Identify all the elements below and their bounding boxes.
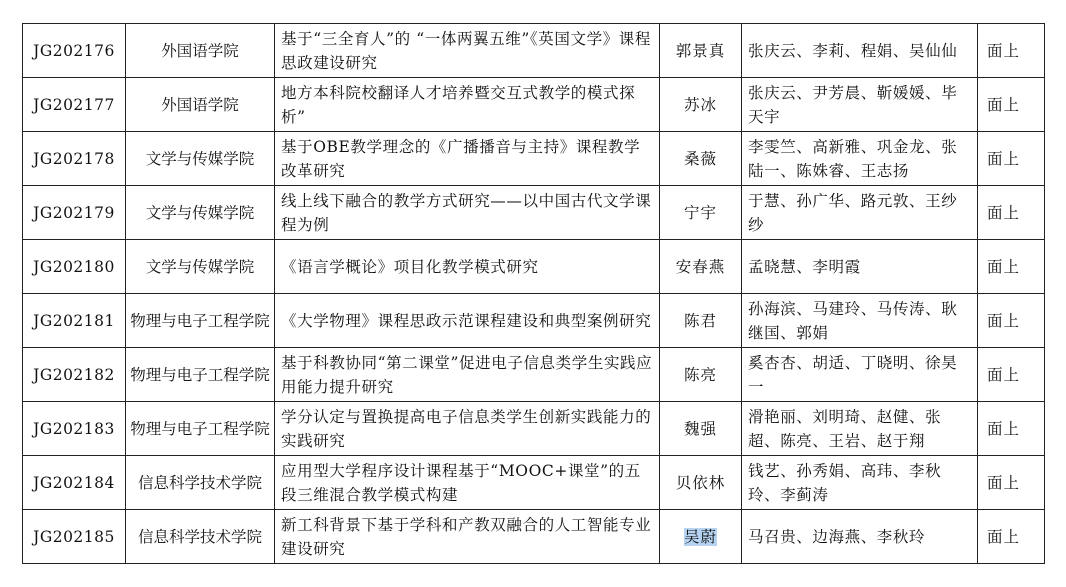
table-row (23, 348, 1045, 402)
project-id-cell: JG202182 (23, 348, 126, 402)
members-cell: 孟晓慧、李明霞 (742, 240, 978, 294)
project-id-cell: JG202179 (23, 186, 126, 240)
table-row (23, 78, 1045, 132)
table-row (23, 294, 1045, 348)
leader-cell[interactable] (660, 510, 742, 564)
table-row (23, 510, 1045, 564)
members-cell: 奚杏杏、胡适、丁晓明、徐昊一 (742, 348, 978, 402)
project-id-cell: JG202180 (23, 240, 126, 294)
project-title-cell: 应用型大学程序设计课程基于“MOOC+课堂”的五段三维混合教学模式构建 (275, 456, 660, 510)
project-type-cell: 面上 (978, 348, 1045, 402)
project-title-cell: 基于科教协同“第二课堂”促进电子信息类学生实践应用能力提升研究 (275, 348, 660, 402)
project-type-cell: 面上 (978, 24, 1045, 78)
college-cell: 物理与电子工程学院 (126, 402, 275, 456)
college-cell: 外国语学院 (126, 78, 275, 132)
members-cell: 马召贵、边海燕、李秋玲 (742, 510, 978, 564)
project-type-cell: 面上 (978, 456, 1045, 510)
leader-cell: 郭景真 (660, 24, 742, 78)
members-cell: 孙海滨、马建玲、马传涛、耿继国、郭娟 (742, 294, 978, 348)
project-type-cell: 面上 (978, 294, 1045, 348)
project-id-cell: JG202184 (23, 456, 126, 510)
leader-cell: 苏冰 (660, 78, 742, 132)
table-row (23, 240, 1045, 294)
project-type-cell: 面上 (978, 78, 1045, 132)
members-cell: 滑艳丽、刘明琦、赵健、张超、陈亮、王岩、赵于翔 (742, 402, 978, 456)
table-row (23, 402, 1045, 456)
project-title-cell: 《大学物理》课程思政示范课程建设和典型案例研究 (275, 294, 660, 348)
leader-cell: 宁宇 (660, 186, 742, 240)
project-table (22, 23, 1045, 564)
selected-text-highlight[interactable]: 吴蔚 (683, 527, 717, 546)
leader-cell: 魏强 (660, 402, 742, 456)
college-cell: 文学与传媒学院 (126, 132, 275, 186)
college-cell: 信息科学技术学院 (126, 510, 275, 564)
college-cell: 文学与传媒学院 (126, 186, 275, 240)
project-type-cell: 面上 (978, 240, 1045, 294)
members-cell: 张庆云、李莉、程娟、吴仙仙 (742, 24, 978, 78)
members-cell: 张庆云、尹芳晨、靳媛媛、毕天宇 (742, 78, 978, 132)
table-row (23, 456, 1045, 510)
members-cell: 钱艺、孙秀娟、高玮、李秋玲、李蓟涛 (742, 456, 978, 510)
project-title-cell: 基于“三全育人”的 “一体两翼五维”《英国文学》课程思政建设研究 (275, 24, 660, 78)
project-title-cell: 基于OBE教学理念的《广播播音与主持》课程教学改革研究 (275, 132, 660, 186)
project-type-cell: 面上 (978, 402, 1045, 456)
project-type-cell: 面上 (978, 510, 1045, 564)
project-id-cell: JG202183 (23, 402, 126, 456)
project-title-cell: 学分认定与置换提高电子信息类学生创新实践能力的实践研究 (275, 402, 660, 456)
college-cell: 物理与电子工程学院 (126, 348, 275, 402)
members-cell: 于慧、孙广华、路元敦、王纱纱 (742, 186, 978, 240)
college-cell: 物理与电子工程学院 (126, 294, 275, 348)
leader-cell: 贝依林 (660, 456, 742, 510)
college-cell: 信息科学技术学院 (126, 456, 275, 510)
table-row (23, 132, 1045, 186)
project-title-cell: 线上线下融合的教学方式研究——以中国古代文学课程为例 (275, 186, 660, 240)
project-title-cell: 地方本科院校翻译人才培养暨交互式教学的模式探析” (275, 78, 660, 132)
leader-cell: 陈亮 (660, 348, 742, 402)
table-row (23, 24, 1045, 78)
table-row (23, 186, 1045, 240)
leader-cell: 陈君 (660, 294, 742, 348)
project-id-cell: JG202185 (23, 510, 126, 564)
project-id-cell: JG202181 (23, 294, 126, 348)
project-type-cell: 面上 (978, 186, 1045, 240)
college-cell: 外国语学院 (126, 24, 275, 78)
leader-cell: 安春燕 (660, 240, 742, 294)
project-title-cell: 《语言学概论》项目化教学模式研究 (275, 240, 660, 294)
college-cell: 文学与传媒学院 (126, 240, 275, 294)
project-id-cell: JG202176 (23, 24, 126, 78)
project-type-cell: 面上 (978, 132, 1045, 186)
leader-cell: 桑薇 (660, 132, 742, 186)
project-id-cell: JG202178 (23, 132, 126, 186)
project-title-cell: 新工科背景下基于学科和产教双融合的人工智能专业建设研究 (275, 510, 660, 564)
members-cell: 李雯竺、高新雅、巩金龙、张陆一、陈姝睿、王志扬 (742, 132, 978, 186)
project-id-cell: JG202177 (23, 78, 126, 132)
